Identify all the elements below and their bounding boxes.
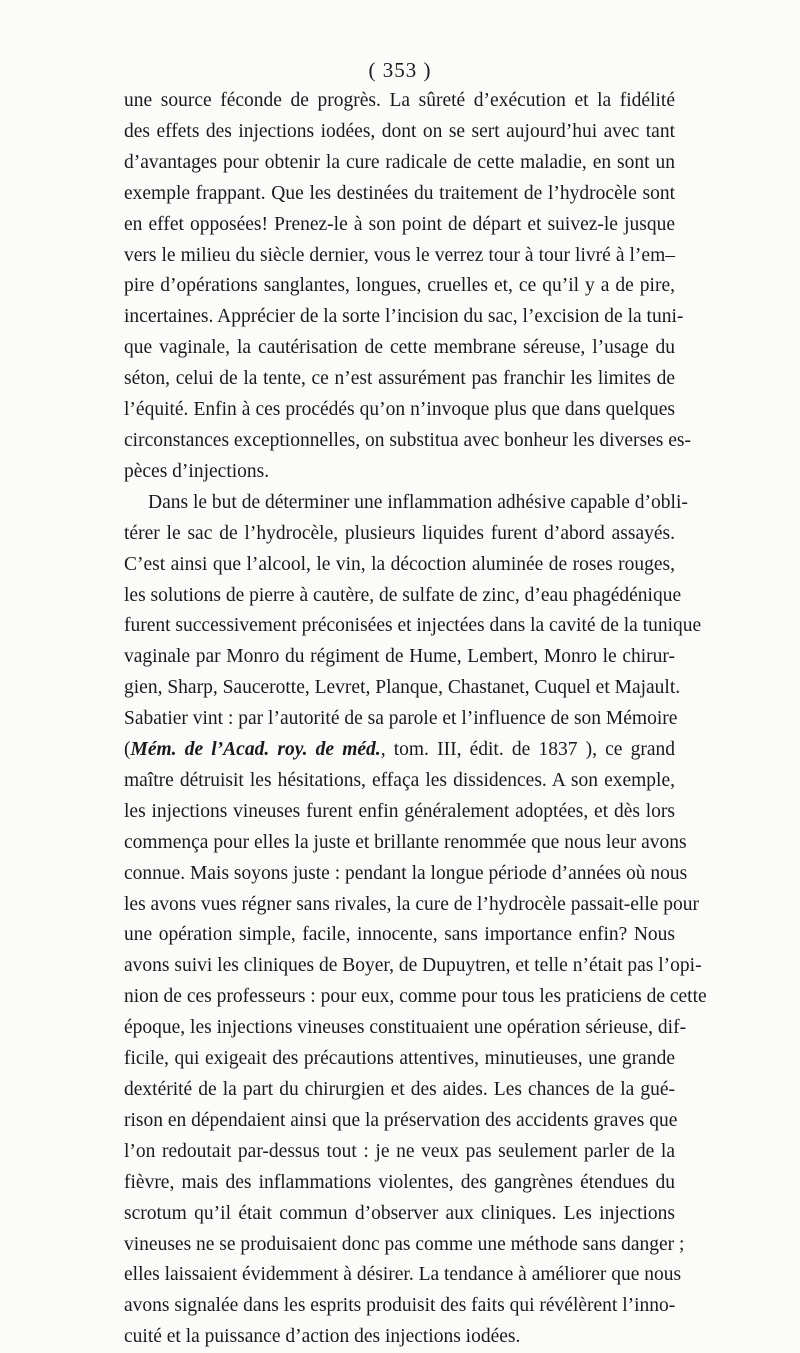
text-line: des effets des injections iodées, dont on se sert aujourd’hui avec tant: [124, 120, 675, 142]
text-line: fièvre, mais des inflammations violentes, des gangrènes étendues du: [124, 1171, 675, 1193]
text-line: une opération simple, facile, innocente, sans importance enfin? Nous: [124, 924, 675, 946]
text-line: cuité et la puissance d’action des injections iodées.: [124, 1326, 521, 1348]
text-line: avons suivi les cliniques de Boyer, de Dupuytren, et telle n’était pas l’opi-: [124, 955, 702, 977]
text-line: avons signalée dans les esprits produisit des faits qui révélèrent l’inno-: [124, 1295, 676, 1317]
text-line: une source féconde de progrès. La sûreté d’exécution et la fidélité: [124, 90, 675, 111]
text-line: en effet opposées! Prenez-le à son point de départ et suivez-le jusque: [124, 213, 675, 235]
text-line: pire d’opérations sanglantes, longues, cruelles et, ce qu’il y a de pire,: [124, 275, 675, 297]
text-line: rison en dépendaient ainsi que la préservation des accidents graves que: [124, 1109, 678, 1131]
text-line: l’équité. Enfin à ces procédés qu’on n’invoque plus que dans quelques: [124, 399, 675, 421]
text-line: dextérité de la part du chirurgien et des aides. Les chances de la gué-: [124, 1079, 675, 1100]
text-line: les avons vues régner sans rivales, la cure de l’hydrocèle passait-elle pour: [124, 893, 700, 915]
text-line: gien, Sharp, Saucerotte, Levret, Planque, Chastanet, Cuquel et Majault.: [124, 677, 681, 699]
text-line: séton, celui de la tente, ce n’est assurément pas franchir les limites de: [124, 368, 675, 390]
text-line: vers le milieu du siècle dernier, vous le verrez tour à tour livré à l’em–: [124, 244, 675, 266]
text-line: C’est ainsi que l’alcool, le vin, la décoction aluminée de roses rouges,: [124, 553, 675, 575]
text-line: époque, les injections vineuses constituaient une opération sérieuse, dif-: [124, 1017, 687, 1039]
text-line: maître détruisit les hésitations, effaça les dissidences. A son exemple,: [124, 769, 675, 791]
text-line: l’on redoutait par-dessus tout : je ne veux pas seulement parler de la: [124, 1140, 675, 1162]
paragraph-2: [124, 488, 707, 1353]
body-text: [124, 86, 707, 1353]
citation-title: Mém. de l’Acad. roy. de méd.: [130, 739, 381, 761]
text-line: ficile, qui exigeait des précautions attentives, minutieuses, une grande: [124, 1048, 675, 1070]
text-line: vineuses ne se produisaient donc pas comme une méthode sans danger ;: [124, 1233, 685, 1255]
text-line: Dans le but de déterminer une inflammation adhésive capable d’obli-: [148, 491, 688, 513]
text-line: térer le sac de l’hydrocèle, plusieurs liquides furent d’abord assayés.: [124, 522, 675, 544]
text-line: commença pour elles la juste et brillante renommée que nous leur avons: [124, 831, 687, 853]
text-line: nion de ces professeurs : pour eux, comme pour tous les praticiens de cette: [124, 986, 707, 1008]
text-line: furent successivement préconisées et injectées dans la cavité de la tunique: [124, 615, 702, 637]
text-line: circonstances exceptionnelles, on substitua avec bonheur les diverses es-: [124, 429, 691, 451]
text-line: que vaginale, la cautérisation de cette membrane séreuse, l’usage du: [124, 337, 675, 359]
text-line: elles laissaient évidemment à désirer. La tendance à améliorer que nous: [124, 1264, 682, 1286]
text-line: incertaines. Apprécier de la sorte l’incision du sac, l’excision de la tuni-: [124, 306, 684, 328]
citation-rest: , tom. III, édit. de 1837 ), ce grand: [380, 739, 675, 761]
text-line: exemple frappant. Que les destinées du traitement de l’hydrocèle sont: [124, 182, 675, 204]
text-line: les solutions de pierre à cautère, de sulfate de zinc, d’eau phagédénique: [124, 584, 682, 606]
text-line: d’avantages pour obtenir la cure radicale de cette maladie, en sont un: [124, 151, 675, 173]
citation-open: (: [124, 739, 131, 761]
text-line: connue. Mais soyons juste : pendant la longue période d’années où nous: [124, 862, 688, 884]
page-number: ( 353 ): [368, 58, 432, 82]
text-line: les injections vineuses furent enfin généralement adoptées, et dès lors: [124, 800, 675, 822]
paragraph-1: [124, 86, 691, 488]
text-line: vaginale par Monro du régiment de Hume, Lembert, Monro le chirur-: [124, 646, 675, 668]
text-line: scrotum qu’il était commun d’observer aux cliniques. Les injections: [124, 1202, 675, 1224]
text-line: Sabatier vint : par l’autorité de sa parole et l’influence de son Mémoire: [124, 708, 678, 730]
citation-line: [124, 735, 675, 766]
text-line: pèces d’injections.: [124, 460, 270, 482]
